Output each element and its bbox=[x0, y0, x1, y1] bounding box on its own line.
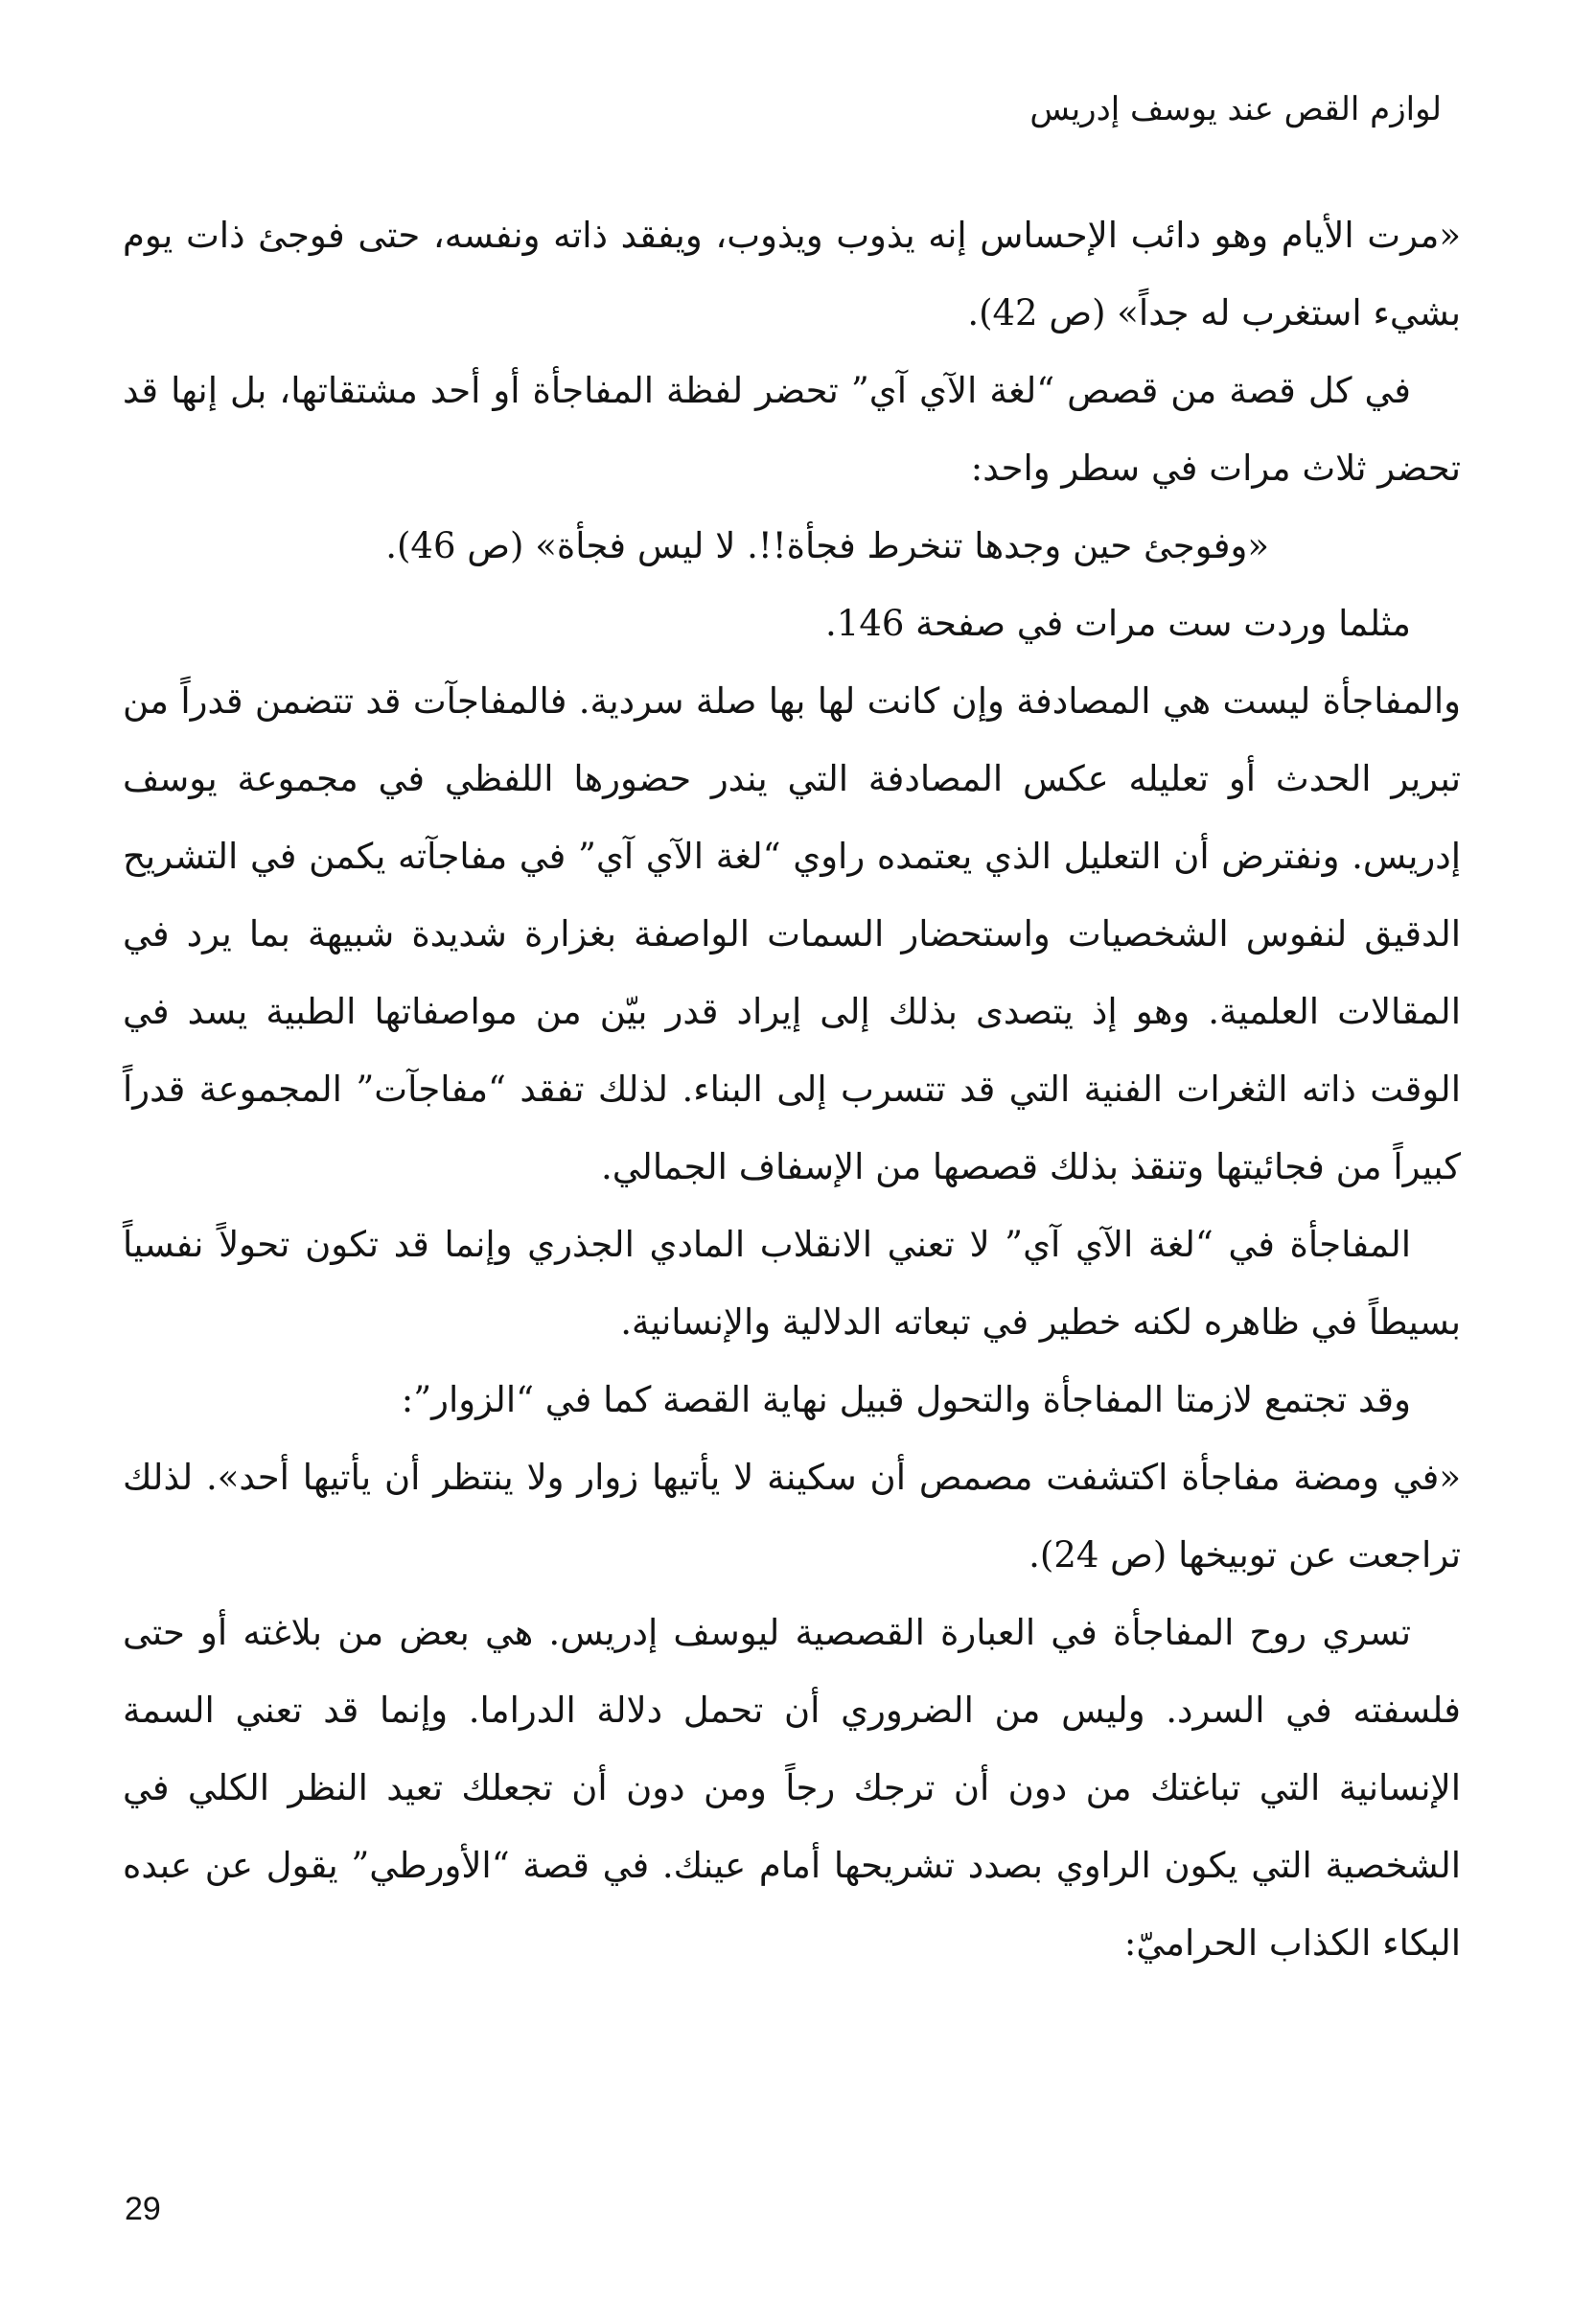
body-paragraph-5: وقد تجتمع لازمتا المفاجأة والتحول قبيل نهاية القصة كما في “الزوار”: bbox=[401, 1379, 1411, 1420]
body-paragraph-1: في كل قصة من قصص “لغة الآي آي” تحضر لفظة المفاجأة أو أحد مشتقاتها، بل إنها قد تحضر ثلاث مرات في سطر واحد: bbox=[123, 370, 1461, 489]
quote-paragraph-3: «في ومضة مفاجأة اكتشفت مصمص أن سكينة لا يأتيها زوار ولا ينتظر أن يأتيها أحد». لذلك تراجعت عن توبيخها (ص 24). bbox=[123, 1457, 1461, 1576]
page-body bbox=[123, 196, 1461, 1982]
quote-paragraph-2: «وفوجئ حين وجدها تنخرط فجأة!!. لا ليس فجأة» (ص 46). bbox=[385, 525, 1269, 566]
body-paragraph-3: والمفاجأة ليست هي المصادفة وإن كانت لها بها صلة سردية. فالمفاجآت قد تتضمن قدراً من تبرير الحدث أو تعليله عكس المصادفة التي يندر حضورها اللفظي في مجموعة يوسف إدريس. ونفترض أن التعليل الذي يعتمده راوي “لغة الآي آي” في مفاجآته يكمن في التشريح الدقيق لنفوس الشخصيات واستحضار السمات الواصفة بغزارة شديدة شبيهة بما يرد في المقالات العلمية. وهو إذ يتصدى بذلك إلى إيراد قدر بيّن من مواصفاتها الطبية يسد في الوقت ذاته الثغرات الفنية التي قد تتسرب إلى البناء. لذلك تفقد “مفاجآت” المجموعة قدراً كبيراً من فجائيتها وتنقذ بذلك قصصها من الإسفاف الجمالي. bbox=[123, 680, 1461, 1187]
quote-paragraph-1: «مرت الأيام وهو دائب الإحساس إنه يذوب ويذوب، ويفقد ذاته ونفسه، حتى فوجئ ذات يوم بشيء استغرب له جداً» (ص 42). bbox=[123, 215, 1461, 334]
running-head-title: لوازم القص عند يوسف إدريس bbox=[1029, 90, 1442, 128]
body-paragraph-4: المفاجأة في “لغة الآي آي” لا تعني الانقلاب المادي الجذري وإنما قد تكون تحولاً نفسياً بسيطاً في ظاهره لكنه خطير في تبعاته الدلالية والإنسانية. bbox=[123, 1224, 1461, 1343]
page-number: 29 bbox=[125, 2191, 161, 2227]
body-paragraph-2: مثلما وردت ست مرات في صفحة 146. bbox=[825, 603, 1411, 644]
body-paragraph-6: تسري روح المفاجأة في العبارة القصصية ليوسف إدريس. هي بعض من بلاغته أو حتى فلسفته في السرد. وليس من الضروري أن تحمل دلالة الدراما. وإنما قد تعني السمة الإنسانية التي تباغتك من دون أن ترجك رجاً ومن دون أن تجعلك تعيد النظر الكلي في الشخصية التي يكون الراوي بصدد تشريحها أمام عينك. في قصة “الأورطي” يقول عن عبده البكاء الكذاب الحراميّ: bbox=[123, 1612, 1461, 1964]
